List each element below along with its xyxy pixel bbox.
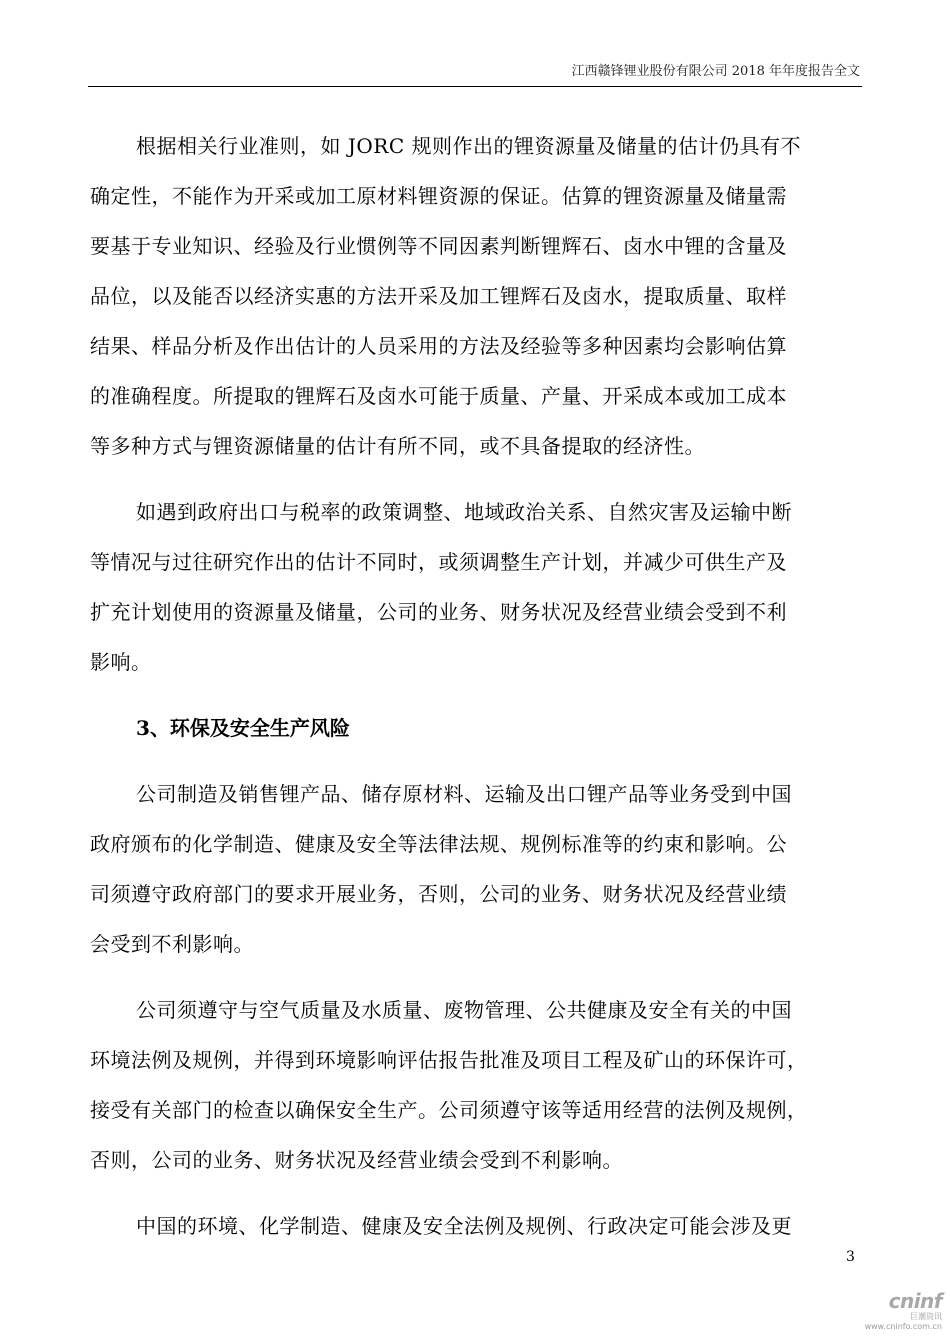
watermark-url: www.cninfo.com.cn (864, 1322, 942, 1331)
text-line: 等多种方式与锂资源储量的估计有所不同，或不具备提取的经济性。 (90, 434, 705, 458)
paragraph-jorc (90, 121, 860, 471)
text-line: 公司制造及销售锂产品、储存原材料、运输及出口锂产品等业务受到中国 (136, 782, 792, 806)
paragraph-laws (90, 1201, 860, 1251)
text-line: 会受到不利影响。 (90, 932, 254, 956)
paragraph-regulation (90, 769, 860, 969)
text-line: 否则，公司的业务、财务状况及经营业绩会受到不利影响。 (90, 1148, 623, 1172)
page-number: 3 (846, 1249, 855, 1265)
text-line: 接受有关部门的检查以确保安全生产。公司须遵守该等适用经营的法例及规例， (90, 1098, 808, 1122)
text-line: 如遇到政府出口与税率的政策调整、地域政治关系、自然灾害及运输中断 (136, 500, 792, 524)
text-line: 中国的环境、化学制造、健康及安全法例及规例、行政决定可能会涉及更 (136, 1214, 792, 1238)
text-line: 品位，以及能否以经济实惠的方法开采及加工锂辉石及卤水，提取质量、取样 (90, 284, 787, 308)
text-line: 的准确程度。所提取的锂辉石及卤水可能于质量、产量、开采成本或加工成本 (90, 384, 787, 408)
text-line: 扩充计划使用的资源量及储量，公司的业务、财务状况及经营业绩会受到不利 (90, 600, 787, 624)
paragraph-policy (90, 487, 860, 687)
text-line: 环境法例及规例，并得到环境影响评估报告批准及项目工程及矿山的环保许可， (90, 1048, 808, 1072)
paragraph-environment (90, 985, 860, 1185)
section-heading: 3、环保及安全生产风险 (136, 716, 350, 740)
document-body (90, 121, 860, 1267)
running-header: 江西赣锋锂业股份有限公司 2018 年年度报告全文 (571, 64, 860, 79)
text-line: 要基于专业知识、经验及行业惯例等不同因素判断锂辉石、卤水中锂的含量及 (90, 234, 787, 258)
cninfo-watermark (842, 1290, 942, 1336)
text-line: 司须遵守政府部门的要求开展业务，否则，公司的业务、财务状况及经营业绩 (90, 882, 787, 906)
text-line: 根据相关行业准则，如 JORC 规则作出的锂资源量及储量的估计仍具有不 (136, 134, 801, 158)
text-line: 结果、样品分析及作出估计的人员采用的方法及经验等多种因素均会影响估算 (90, 334, 787, 358)
text-line: 确定性，不能作为开采或加工原材料锂资源的保证。估算的锂资源量及储量需 (90, 184, 787, 208)
text-line: 影响。 (90, 650, 152, 674)
text-line: 政府颁布的化学制造、健康及安全等法律法规、规例标准等的约束和影响。公 (90, 832, 787, 856)
watermark-logo: cninf (888, 1289, 942, 1313)
header-divider (88, 86, 862, 87)
watermark-subtitle: 巨潮资讯 (910, 1312, 942, 1321)
text-line: 等情况与过往研究作出的估计不同时，或须调整生产计划，并减少可供生产及 (90, 550, 787, 574)
text-line: 公司须遵守与空气质量及水质量、废物管理、公共健康及安全有关的中国 (136, 998, 792, 1022)
